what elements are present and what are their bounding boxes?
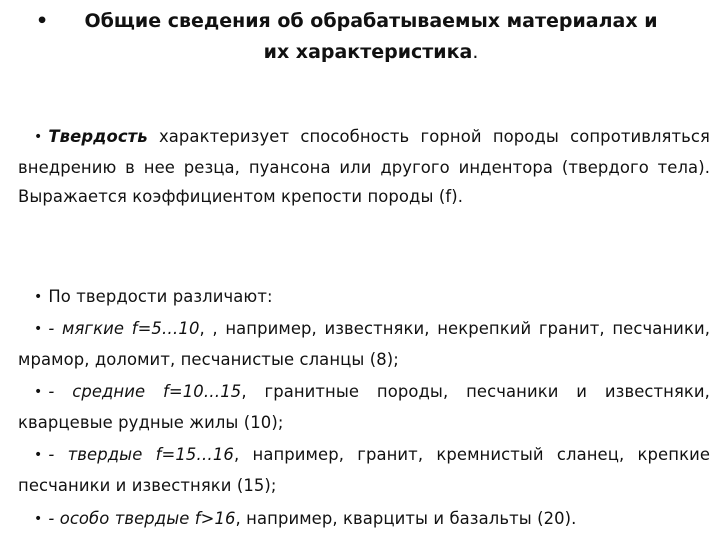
item-prefix: - bbox=[48, 319, 62, 338]
item-label: средние bbox=[72, 382, 146, 401]
item-label: мягкие bbox=[62, 319, 125, 338]
list-item-hard bbox=[18, 440, 710, 500]
bullet-icon: • bbox=[34, 289, 43, 305]
item-prefix: - bbox=[48, 509, 60, 528]
slide-title bbox=[36, 6, 706, 68]
list-item-soft bbox=[18, 314, 710, 374]
item-text: , , например, известняки, некрепкий гранит, песчаники, мрамор, доломит, песчанистые сланцы (8); bbox=[18, 319, 711, 369]
list-item-medium bbox=[18, 377, 710, 437]
item-prefix: - bbox=[48, 382, 73, 401]
item-range: f>16 bbox=[194, 509, 236, 528]
bullet-icon: • bbox=[34, 321, 43, 337]
item-text: , например, гранит, кремнистый сланец, крепкие песчаники и известняки (15); bbox=[18, 445, 710, 495]
item-prefix: - bbox=[48, 445, 68, 464]
classification-heading bbox=[18, 282, 710, 313]
item-range: f=15…16 bbox=[155, 445, 234, 464]
title-line-2-text: их характеристика bbox=[263, 41, 473, 63]
bullet-icon: • bbox=[34, 129, 43, 145]
classification-heading-text: По твердости различают: bbox=[48, 287, 273, 306]
item-text: , например, кварциты и базальты (20). bbox=[235, 509, 577, 528]
bullet-icon: • bbox=[36, 10, 49, 32]
hardness-term: Твердость bbox=[48, 127, 148, 146]
item-text: , гранитные породы, песчаники и известняки, кварцевые рудные жилы (10); bbox=[18, 382, 710, 432]
item-range: f=10…15 bbox=[163, 382, 242, 401]
title-line-1: Общие сведения об обрабатываемых материалах и bbox=[84, 10, 658, 32]
item-label: особо твердые bbox=[59, 509, 190, 528]
title-line-2-end: . bbox=[472, 41, 479, 63]
item-label: твердые bbox=[67, 445, 143, 464]
bullet-icon: • bbox=[34, 447, 43, 463]
hardness-definition bbox=[18, 122, 710, 211]
item-range: f=5…10 bbox=[131, 319, 200, 338]
bullet-icon: • bbox=[34, 511, 43, 527]
bullet-icon: • bbox=[34, 384, 43, 400]
list-item-very-hard bbox=[18, 504, 710, 535]
hardness-text: характеризует способность горной породы сопротивляться внедрению в нее резца, пуансона или другого индентора (твердого тела). Выражается коэффициентом крепости породы (f). bbox=[18, 127, 710, 206]
title-line-2 bbox=[36, 37, 706, 68]
